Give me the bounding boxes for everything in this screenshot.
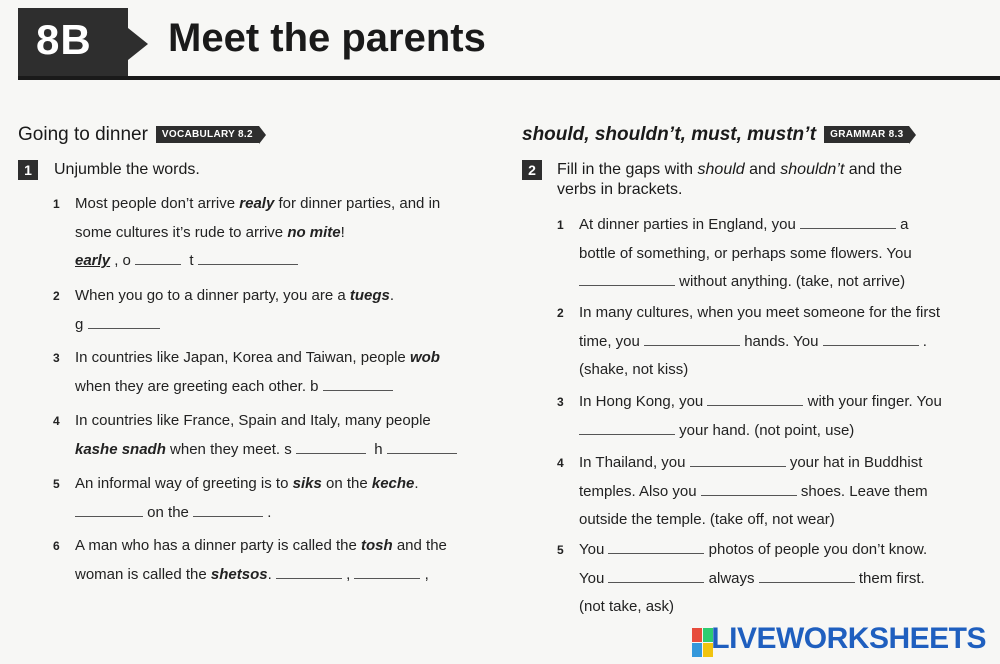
- grammar-tag: GRAMMAR 8.3: [824, 126, 909, 143]
- answer-gap[interactable]: [608, 541, 704, 554]
- exercise-1-instruction: Unjumble the words.: [54, 161, 200, 178]
- answer-gap[interactable]: [198, 252, 298, 265]
- item-line: bottle of something, or perhaps some flowers. You: [579, 244, 912, 262]
- item-line: (not take, ask): [579, 598, 675, 615]
- answer-line: woman is called the shetsos. , ,: [75, 565, 429, 583]
- answer-gap[interactable]: [800, 216, 896, 229]
- item-line: When you go to a dinner party, you are a tuegs.: [75, 287, 395, 304]
- liveworksheets-brand[interactable]: LIVEWORKSHEETS: [711, 622, 986, 655]
- item-number: 3: [53, 351, 60, 365]
- right-section-title: should, shouldn’t, must, mustn’t: [522, 124, 817, 145]
- left-item-6: [53, 532, 495, 589]
- item-number: 1: [53, 197, 60, 211]
- item-line: your hand. (not point, use): [579, 417, 979, 446]
- exercise-1-number: 1: [18, 160, 38, 180]
- item-number: 3: [557, 395, 564, 409]
- item-line: time, you hands. You .: [579, 332, 927, 350]
- item-number: 2: [557, 306, 564, 320]
- item-line: You photos of people you don’t know.: [579, 541, 928, 558]
- jumbled-word: tuegs: [349, 287, 390, 304]
- item-line: A man who has a dinner party is called the tosh and the: [75, 537, 447, 554]
- page-title: Meet the parents: [168, 16, 486, 60]
- item-line: temples. Also you shoes. Leave them: [579, 482, 928, 500]
- unit-code: 8B: [36, 16, 92, 63]
- item-number: 1: [557, 218, 564, 232]
- answer-gap[interactable]: [88, 316, 160, 329]
- right-item-1: [557, 211, 979, 297]
- example-answer: early: [75, 252, 111, 269]
- right-item-2: [557, 299, 979, 385]
- answer-line: g: [75, 311, 495, 340]
- answer-gap[interactable]: [387, 441, 457, 454]
- item-number: 2: [53, 289, 60, 303]
- item-line: In countries like Japan, Korea and Taiwan, people wob: [75, 349, 440, 366]
- answer-gap[interactable]: [354, 566, 420, 579]
- answer-gap[interactable]: [323, 378, 393, 391]
- right-item-5: [557, 536, 979, 622]
- right-item-3: [557, 388, 979, 445]
- answer-line: when they are greeting each other. b: [75, 373, 495, 402]
- answer-gap[interactable]: [823, 333, 919, 346]
- item-number: 4: [53, 414, 60, 428]
- answer-gap[interactable]: [193, 504, 263, 517]
- item-line: without anything. (take, not arrive): [579, 268, 979, 297]
- item-number: 5: [53, 477, 60, 491]
- left-section-heading: [18, 124, 259, 146]
- jumbled-word: realy: [239, 195, 275, 212]
- header-rule: [18, 76, 1000, 80]
- left-item-1: [53, 190, 495, 276]
- left-item-4: [53, 407, 495, 464]
- item-line: (shake, not kiss): [579, 361, 689, 378]
- item-line: some cultures it’s rude to arrive no mite!: [75, 223, 345, 241]
- left-item-5: [53, 470, 495, 527]
- item-number: 6: [53, 539, 60, 553]
- jumbled-word: kashe snadh: [75, 440, 166, 458]
- jumbled-word: wob: [409, 349, 440, 366]
- right-item-4: [557, 449, 979, 535]
- answer-gap[interactable]: [644, 333, 740, 346]
- answer-gap[interactable]: [135, 252, 181, 265]
- item-line: In countries like France, Spain and Italy, many people: [75, 412, 431, 429]
- answer-gap[interactable]: [701, 483, 797, 496]
- jumbled-word: no mite: [287, 223, 341, 241]
- jumbled-word: shetsos: [210, 565, 268, 583]
- answer-gap[interactable]: [276, 566, 342, 579]
- left-item-2: [53, 282, 495, 339]
- item-number: 4: [557, 456, 564, 470]
- item-line: In Hong Kong, you with your finger. You: [579, 393, 942, 410]
- exercise-2-instruction: Fill in the gaps with should and shouldn’t and the verbs in brackets.: [557, 161, 903, 198]
- unit-tab-arrow: [128, 28, 148, 60]
- item-line: At dinner parties in England, you a: [579, 216, 909, 233]
- left-section-title: Going to dinner: [18, 124, 148, 145]
- item-line: You always them first.: [579, 569, 925, 587]
- answer-gap[interactable]: [579, 422, 675, 435]
- item-line: An informal way of greeting is to siks on the keche.: [75, 475, 419, 492]
- item-line: In many cultures, when you meet someone for the first: [579, 304, 941, 321]
- right-section-heading: [522, 124, 909, 146]
- answer-line: on the .: [75, 499, 495, 528]
- answer-gap[interactable]: [75, 504, 143, 517]
- answer-gap[interactable]: [759, 570, 855, 583]
- answer-line: kashe snadh when they meet. s h: [75, 436, 495, 465]
- answer-gap[interactable]: [579, 273, 675, 286]
- jumbled-word: keche: [371, 475, 415, 492]
- answer-gap[interactable]: [296, 441, 366, 454]
- answer-gap[interactable]: [608, 570, 704, 583]
- answer-line: early , o t: [75, 247, 495, 276]
- item-line: Most people don’t arrive realy for dinner parties, and in: [75, 195, 441, 212]
- item-line: In Thailand, you your hat in Buddhist: [579, 454, 923, 471]
- answer-gap[interactable]: [707, 393, 803, 406]
- item-number: 5: [557, 543, 564, 557]
- vocabulary-tag: VOCABULARY 8.2: [156, 126, 259, 143]
- jumbled-word: tosh: [361, 537, 393, 554]
- answer-gap[interactable]: [690, 454, 786, 467]
- exercise-2-number: 2: [522, 160, 542, 180]
- item-line: outside the temple. (take off, not wear): [579, 511, 835, 528]
- jumbled-word: siks: [292, 475, 322, 492]
- left-item-3: [53, 344, 495, 401]
